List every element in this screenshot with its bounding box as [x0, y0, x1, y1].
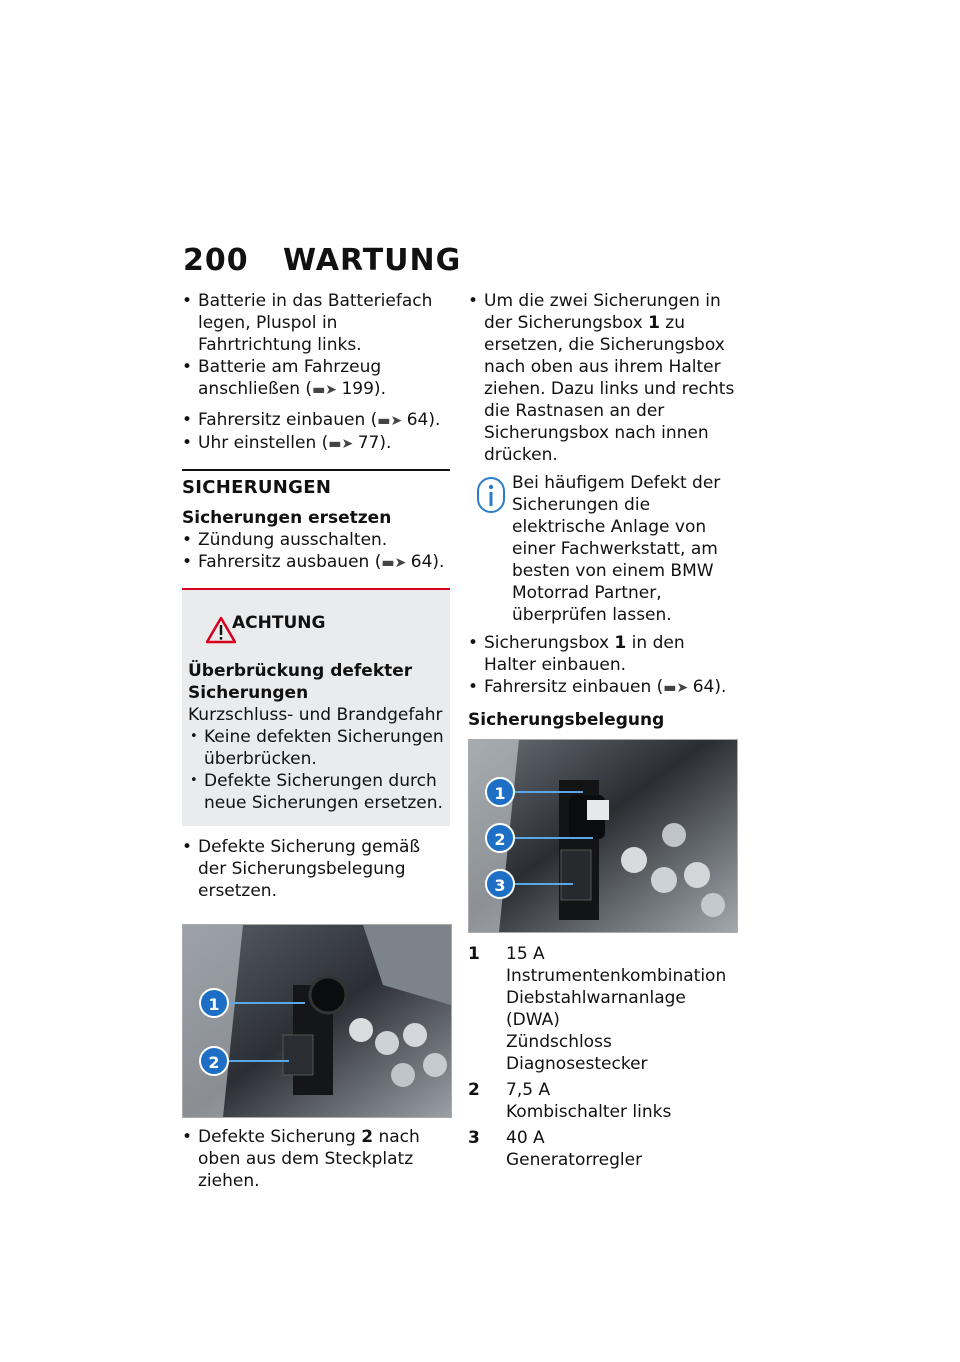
page-ref-link[interactable]: 64).: [410, 552, 445, 572]
fuse-circuit: Instrumentenkombination: [506, 966, 727, 986]
fuse-rating: 7,5 A: [506, 1080, 551, 1100]
section-divider: [182, 469, 450, 471]
list-item: • Batterie in das Batteriefach legen, Pluspol in Fahrtrichtung links.: [182, 290, 450, 356]
callout-1: 1: [485, 777, 515, 807]
warning-triangle-icon: [206, 616, 236, 644]
section-title: SICHERUNGEN: [182, 477, 332, 498]
list-item: • Zündung ausschalten.: [182, 529, 450, 551]
list-item: • Um die zwei Sicherungen in der Sicherungsbox 1 zu ersetzen, die Sicherungsbox nach oben aus ihrem Halter ziehen. Dazu links und rechts die Rastnasen an der Sicherungsbox nach innen drücken.: [468, 290, 736, 466]
arrow-ref-icon: ▬➤: [663, 680, 693, 696]
warning-item: • Defekte Sicherungen durch neue Sicherungen ersetzen.: [188, 770, 444, 814]
fuse-entry: [468, 943, 736, 1075]
fuse-photo-2: [468, 739, 738, 933]
fuse-number: 2: [468, 1080, 480, 1100]
left-column: [182, 290, 450, 1192]
chapter-title: WARTUNG: [283, 243, 462, 278]
page-header: [183, 244, 461, 278]
fuse-circuit: Generatorregler: [506, 1150, 643, 1170]
list-item: • Defekte Sicherung 2 nach oben aus dem Steckplatz ziehen.: [182, 1126, 450, 1192]
page-ref-link[interactable]: 64).: [692, 677, 727, 697]
fuse-rating: 15 A: [506, 944, 545, 964]
callout-3: 3: [485, 869, 515, 899]
page-ref-link[interactable]: 77).: [357, 433, 392, 453]
fuse-number: 3: [468, 1128, 480, 1148]
callout-2: 2: [199, 1046, 229, 1076]
list-item: • Uhr einstellen (▬➤ 77).: [182, 432, 450, 455]
page-ref-link[interactable]: 199).: [341, 379, 386, 399]
page-ref-link[interactable]: 64).: [406, 410, 441, 430]
list-item: • Sicherungsbox 1 in den Halter einbauen.: [468, 632, 736, 676]
fuse-number: 1: [468, 944, 480, 964]
list-item: • Fahrersitz ausbauen (▬➤ 64).: [182, 551, 450, 574]
list-item: • Batterie am Fahrzeug anschließen (▬➤ 199).: [182, 356, 450, 401]
arrow-ref-icon: ▬➤: [328, 436, 358, 452]
list-item: • Defekte Sicherung gemäß der Sicherungsbelegung ersetzen.: [182, 836, 450, 902]
arrow-ref-icon: ▬➤: [381, 555, 411, 571]
fuse-photo-1: [182, 924, 452, 1118]
fuse-photo-illustration: [183, 925, 451, 1117]
fuse-circuit: Diebstahlwarnanlage (DWA): [506, 988, 686, 1030]
page-number: 200: [183, 243, 249, 278]
callout-1: 1: [199, 988, 229, 1018]
warning-text: Kurzschluss- und Brandgefahr: [188, 705, 443, 725]
arrow-ref-icon: ▬➤: [312, 382, 342, 398]
warning-item: • Keine defekten Sicherungen überbrücken.: [188, 726, 444, 770]
warning-box: [182, 588, 450, 826]
fuse-circuit: Kombischalter links: [506, 1102, 672, 1122]
fuse-assignment-list: [468, 943, 736, 1171]
subsection-title: Sicherungen ersetzen: [182, 508, 392, 528]
fuse-entry: [468, 1127, 736, 1171]
callout-2: 2: [485, 823, 515, 853]
arrow-ref-icon: ▬➤: [377, 413, 407, 429]
fuse-entry: [468, 1079, 736, 1123]
fuse-circuit: Zündschloss: [506, 1032, 612, 1052]
assignment-title: Sicherungsbelegung: [468, 710, 665, 730]
fuse-circuit: Diagnosestecker: [506, 1054, 648, 1074]
right-column: [468, 290, 736, 1171]
fuse-rating: 40 A: [506, 1128, 545, 1148]
info-icon: [476, 476, 506, 516]
list-item: • Fahrersitz einbauen (▬➤ 64).: [468, 676, 736, 699]
warning-heading: Überbrückung defekter Sicherungen: [188, 661, 413, 703]
list-item: • Fahrersitz einbauen (▬➤ 64).: [182, 409, 450, 432]
info-text: Bei häufigem Defekt der Sicherungen die elektrische Anlage von einer Fachwerkstatt, am besten von einem BMW Motorrad Partner, überprüfen lassen.: [512, 473, 721, 625]
info-note: [468, 472, 736, 626]
warning-title: ACHTUNG: [232, 613, 326, 633]
